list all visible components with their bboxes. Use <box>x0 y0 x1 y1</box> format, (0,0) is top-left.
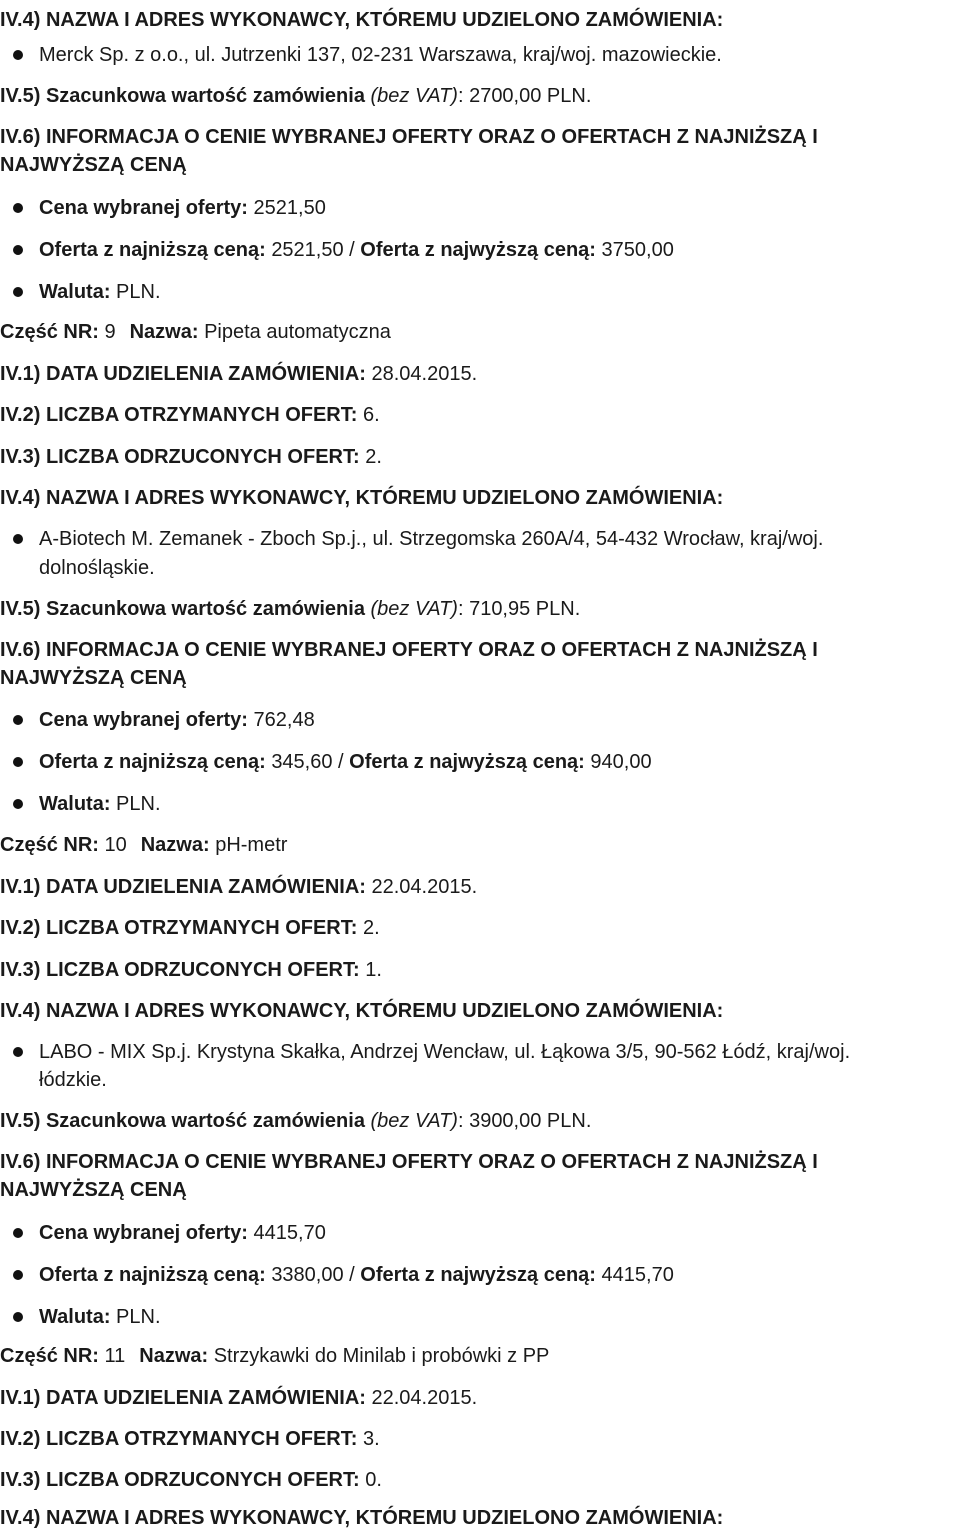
section-heading-iv6-cont: NAJWYŻSZĄ CENĄ <box>0 667 187 689</box>
offers-received: IV.2) LICZBA OTRZYMANYCH OFERT: 3. <box>0 1428 380 1450</box>
section-heading-iv6-cont: NAJWYŻSZĄ CENĄ <box>0 1179 187 1201</box>
section-heading-iv4: IV.4) NAZWA I ADRES WYKONAWCY, KTÓREMU UDZIELONO ZAMÓWIENIA: <box>0 1000 724 1022</box>
section-heading-iv6-cont: NAJWYŻSZĄ CENĄ <box>0 154 187 176</box>
offers-received: IV.2) LICZBA OTRZYMANYCH OFERT: 6. <box>0 404 380 426</box>
bullet-icon <box>13 50 23 60</box>
bullet-icon <box>13 715 23 725</box>
contractor-address-cont: dolnośląskie. <box>39 557 155 579</box>
part-header: Część NR: 11 Nazwa: Strzykawki do Minilab i probówki z PP <box>0 1345 550 1367</box>
part-header: Część NR: 9 Nazwa: Pipeta automatyczna <box>0 321 391 343</box>
selected-offer-price: Cena wybranej oferty: 762,48 <box>39 709 315 731</box>
section-heading-iv6: IV.6) INFORMACJA O CENIE WYBRANEJ OFERTY ORAZ O OFERTACH Z NAJNIŻSZĄ I <box>0 1151 818 1173</box>
section-heading-iv4: IV.4) NAZWA I ADRES WYKONAWCY, KTÓREMU UDZIELONO ZAMÓWIENIA: <box>0 487 724 509</box>
part-header: Część NR: 10 Nazwa: pH-metr <box>0 834 288 856</box>
section-heading-iv4: IV.4) NAZWA I ADRES WYKONAWCY, KTÓREMU UDZIELONO ZAMÓWIENIA: <box>0 9 724 31</box>
bullet-icon <box>13 1270 23 1280</box>
currency: Waluta: PLN. <box>39 281 161 303</box>
offers-rejected: IV.3) LICZBA ODRZUCONYCH OFERT: 2. <box>0 446 382 468</box>
estimated-value: IV.5) Szacunkowa wartość zamówienia (bez VAT): 710,95 PLN. <box>0 598 581 620</box>
award-date: IV.1) DATA UDZIELENIA ZAMÓWIENIA: 28.04.2015. <box>0 363 478 385</box>
estimated-value: IV.5) Szacunkowa wartość zamówienia (bez VAT): 3900,00 PLN. <box>0 1110 592 1132</box>
offer-price-range: Oferta z najniższą ceną: 2521,50 / Oferta z najwyższą ceną: 3750,00 <box>39 239 674 261</box>
bullet-icon <box>13 287 23 297</box>
offers-rejected: IV.3) LICZBA ODRZUCONYCH OFERT: 0. <box>0 1469 382 1491</box>
bullet-icon <box>13 1228 23 1238</box>
currency: Waluta: PLN. <box>39 793 161 815</box>
section-heading-iv4: IV.4) NAZWA I ADRES WYKONAWCY, KTÓREMU UDZIELONO ZAMÓWIENIA: <box>0 1507 724 1529</box>
selected-offer-price: Cena wybranej oferty: 2521,50 <box>39 197 326 219</box>
section-heading-iv6: IV.6) INFORMACJA O CENIE WYBRANEJ OFERTY ORAZ O OFERTACH Z NAJNIŻSZĄ I <box>0 126 818 148</box>
contractor-address: LABO - MIX Sp.j. Krystyna Skałka, Andrzej Wencław, ul. Łąkowa 3/5, 90-562 Łódź, kraj/woj. <box>39 1041 851 1063</box>
contractor-address: Merck Sp. z o.o., ul. Jutrzenki 137, 02-231 Warszawa, kraj/woj. mazowieckie. <box>39 44 722 66</box>
bullet-icon <box>13 799 23 809</box>
currency: Waluta: PLN. <box>39 1306 161 1328</box>
estimated-value: IV.5) Szacunkowa wartość zamówienia (bez VAT): 2700,00 PLN. <box>0 85 592 107</box>
section-heading-iv6: IV.6) INFORMACJA O CENIE WYBRANEJ OFERTY ORAZ O OFERTACH Z NAJNIŻSZĄ I <box>0 639 818 661</box>
offer-price-range: Oferta z najniższą ceną: 3380,00 / Oferta z najwyższą ceną: 4415,70 <box>39 1264 674 1286</box>
bullet-icon <box>13 1312 23 1322</box>
bullet-icon <box>13 757 23 767</box>
bullet-icon <box>13 534 23 544</box>
selected-offer-price: Cena wybranej oferty: 4415,70 <box>39 1222 326 1244</box>
contractor-address: A-Biotech M. Zemanek - Zboch Sp.j., ul. Strzegomska 260A/4, 54-432 Wrocław, kraj/woj. <box>39 528 824 550</box>
award-date: IV.1) DATA UDZIELENIA ZAMÓWIENIA: 22.04.2015. <box>0 876 478 898</box>
award-date: IV.1) DATA UDZIELENIA ZAMÓWIENIA: 22.04.2015. <box>0 1387 478 1409</box>
bullet-icon <box>13 1047 23 1057</box>
offer-price-range: Oferta z najniższą ceną: 345,60 / Oferta z najwyższą ceną: 940,00 <box>39 751 652 773</box>
bullet-icon <box>13 245 23 255</box>
bullet-icon <box>13 203 23 213</box>
contractor-address-cont: łódzkie. <box>39 1069 107 1091</box>
offers-rejected: IV.3) LICZBA ODRZUCONYCH OFERT: 1. <box>0 959 382 981</box>
offers-received: IV.2) LICZBA OTRZYMANYCH OFERT: 2. <box>0 917 380 939</box>
